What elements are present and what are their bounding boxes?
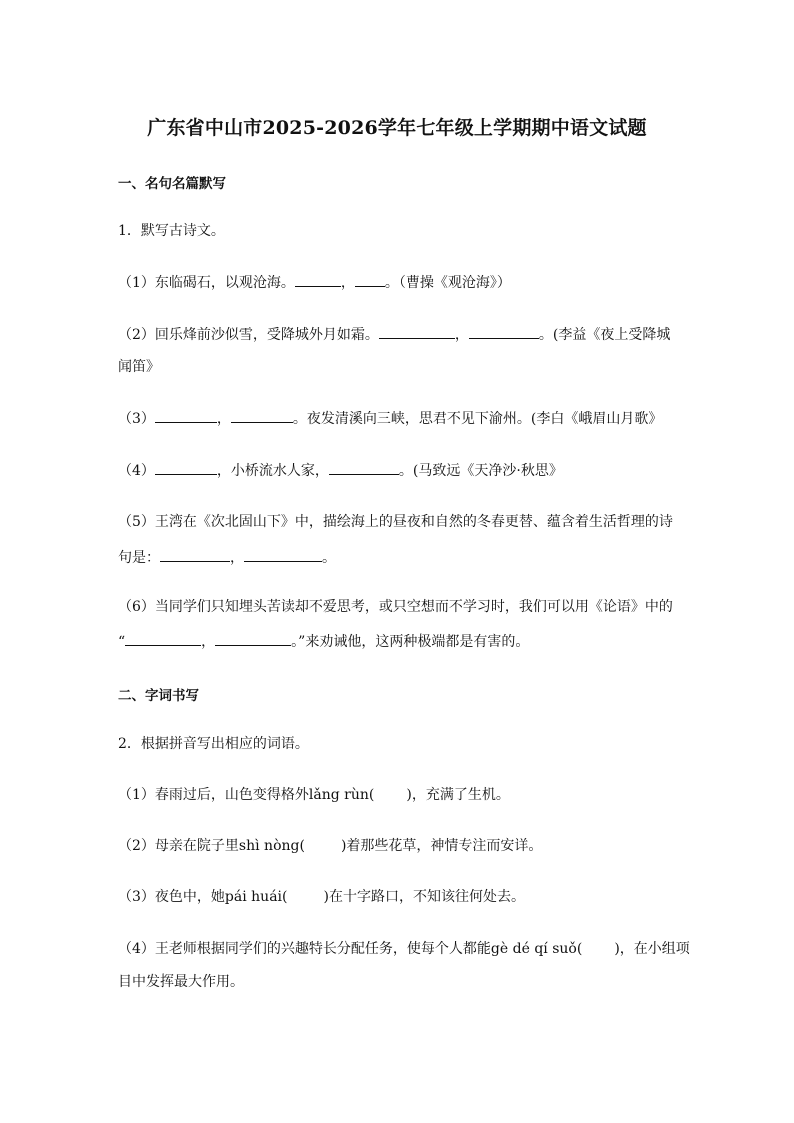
item-separator: ， bbox=[340, 275, 355, 291]
question-1-item-6-cont bbox=[118, 632, 688, 651]
answer-blank[interactable] bbox=[244, 548, 322, 562]
answer-blank[interactable] bbox=[160, 548, 230, 562]
answer-blank[interactable] bbox=[155, 461, 217, 475]
question-2-item-3 bbox=[118, 888, 688, 906]
pinyin-prompt: lǎng rùn( bbox=[308, 787, 375, 803]
item-number: （1） bbox=[118, 275, 155, 291]
section-heading-recitation: 一、名句名篇默写 bbox=[118, 176, 226, 192]
item-text: 母亲在院子里 bbox=[154, 838, 239, 854]
item-text: 回乐烽前沙似雪，受降城外月如霜。 bbox=[154, 327, 379, 343]
item-number: （2） bbox=[118, 838, 155, 854]
item-number: （2） bbox=[118, 327, 155, 343]
page-title: 广东省中山市2025-2026学年七年级上学期期中语文试题 bbox=[147, 117, 647, 139]
answer-blank[interactable] bbox=[355, 273, 385, 287]
question-1-item-5 bbox=[118, 513, 688, 531]
item-text: 王老师根据同学们的兴趣特长分配任务，使每个人都能 bbox=[154, 941, 491, 957]
item-text: 。”来劝诫他，这两种极端都是有害的。 bbox=[291, 634, 530, 650]
item-text: )，充满了生机。 bbox=[406, 787, 510, 803]
item-number: （5） bbox=[118, 514, 155, 530]
answer-blank[interactable] bbox=[295, 273, 341, 287]
item-text: “ bbox=[118, 634, 126, 650]
question-1-stem: 1．默写古诗文。 bbox=[118, 223, 225, 239]
question-1-item-4 bbox=[118, 461, 688, 480]
pinyin-prompt: pái huái( bbox=[224, 889, 288, 905]
item-number: （4） bbox=[118, 463, 155, 479]
item-number: （4） bbox=[118, 941, 155, 957]
item-text: 夜色中，她 bbox=[154, 889, 225, 905]
question-2-item-4-cont: 目中发挥最大作用。 bbox=[118, 974, 244, 990]
item-number: （3） bbox=[118, 411, 155, 427]
item-text: 。（曹操《观沧海》） bbox=[384, 275, 511, 291]
section-heading-vocabulary: 二、字词书写 bbox=[118, 688, 199, 704]
item-separator: ， bbox=[230, 550, 244, 566]
item-text: )在十字路口，不知该往何处去。 bbox=[323, 889, 525, 905]
pinyin-prompt: shì nòng( bbox=[238, 838, 305, 854]
answer-blank[interactable] bbox=[231, 409, 293, 423]
question-1-item-2 bbox=[118, 325, 688, 344]
item-text: 。 bbox=[322, 550, 336, 566]
question-2-item-1 bbox=[118, 786, 688, 804]
question-1-item-3 bbox=[118, 409, 688, 428]
question-2-stem: 2．根据拼音写出相应的词语。 bbox=[118, 736, 309, 752]
item-text: ，小桥流水人家， bbox=[216, 463, 329, 479]
question-1-item-2-cont: 闻笛》 bbox=[118, 359, 160, 375]
item-separator: ， bbox=[454, 327, 469, 343]
question-1-item-6 bbox=[118, 598, 688, 616]
answer-blank[interactable] bbox=[125, 632, 201, 646]
item-text: 王湾在《次北固山下》中，描绘海上的昼夜和自然的冬春更替、蕴含着生活哲理的诗 bbox=[154, 514, 673, 530]
item-text: 。(李益《夜上受降城 bbox=[538, 327, 671, 343]
item-text: 当同学们只知埋头苦读却不爱思考，或只空想而不学习时，我们可以用《论语》中的 bbox=[154, 599, 673, 615]
answer-blank[interactable] bbox=[155, 409, 217, 423]
item-text: )，在小组项 bbox=[614, 941, 690, 957]
question-2-item-4 bbox=[118, 940, 688, 958]
question-2-item-2 bbox=[118, 837, 688, 855]
item-number: （6） bbox=[118, 599, 155, 615]
pinyin-prompt: gè dé qí suǒ( bbox=[490, 941, 583, 957]
item-text: 春雨过后，山色变得格外 bbox=[154, 787, 309, 803]
answer-blank[interactable] bbox=[215, 632, 291, 646]
item-text: 句是： bbox=[118, 550, 160, 566]
item-text: 。(马致远《天净沙·秋思》 bbox=[398, 463, 563, 479]
question-1-item-1 bbox=[118, 273, 688, 292]
item-separator: ， bbox=[216, 411, 231, 427]
answer-blank[interactable] bbox=[469, 325, 539, 339]
item-text: 东临碣石，以观沧海。 bbox=[154, 275, 295, 291]
answer-blank[interactable] bbox=[329, 461, 399, 475]
item-number: （3） bbox=[118, 889, 155, 905]
question-1-item-5-cont bbox=[118, 548, 688, 567]
answer-blank[interactable] bbox=[379, 325, 455, 339]
item-number: （1） bbox=[118, 787, 155, 803]
item-text: )着那些花草，神情专注而安详。 bbox=[340, 838, 543, 854]
item-separator: ， bbox=[201, 634, 216, 650]
item-text: 。夜发清溪向三峡，思君不见下渝州。(李白《峨眉山月歌》 bbox=[292, 411, 663, 427]
